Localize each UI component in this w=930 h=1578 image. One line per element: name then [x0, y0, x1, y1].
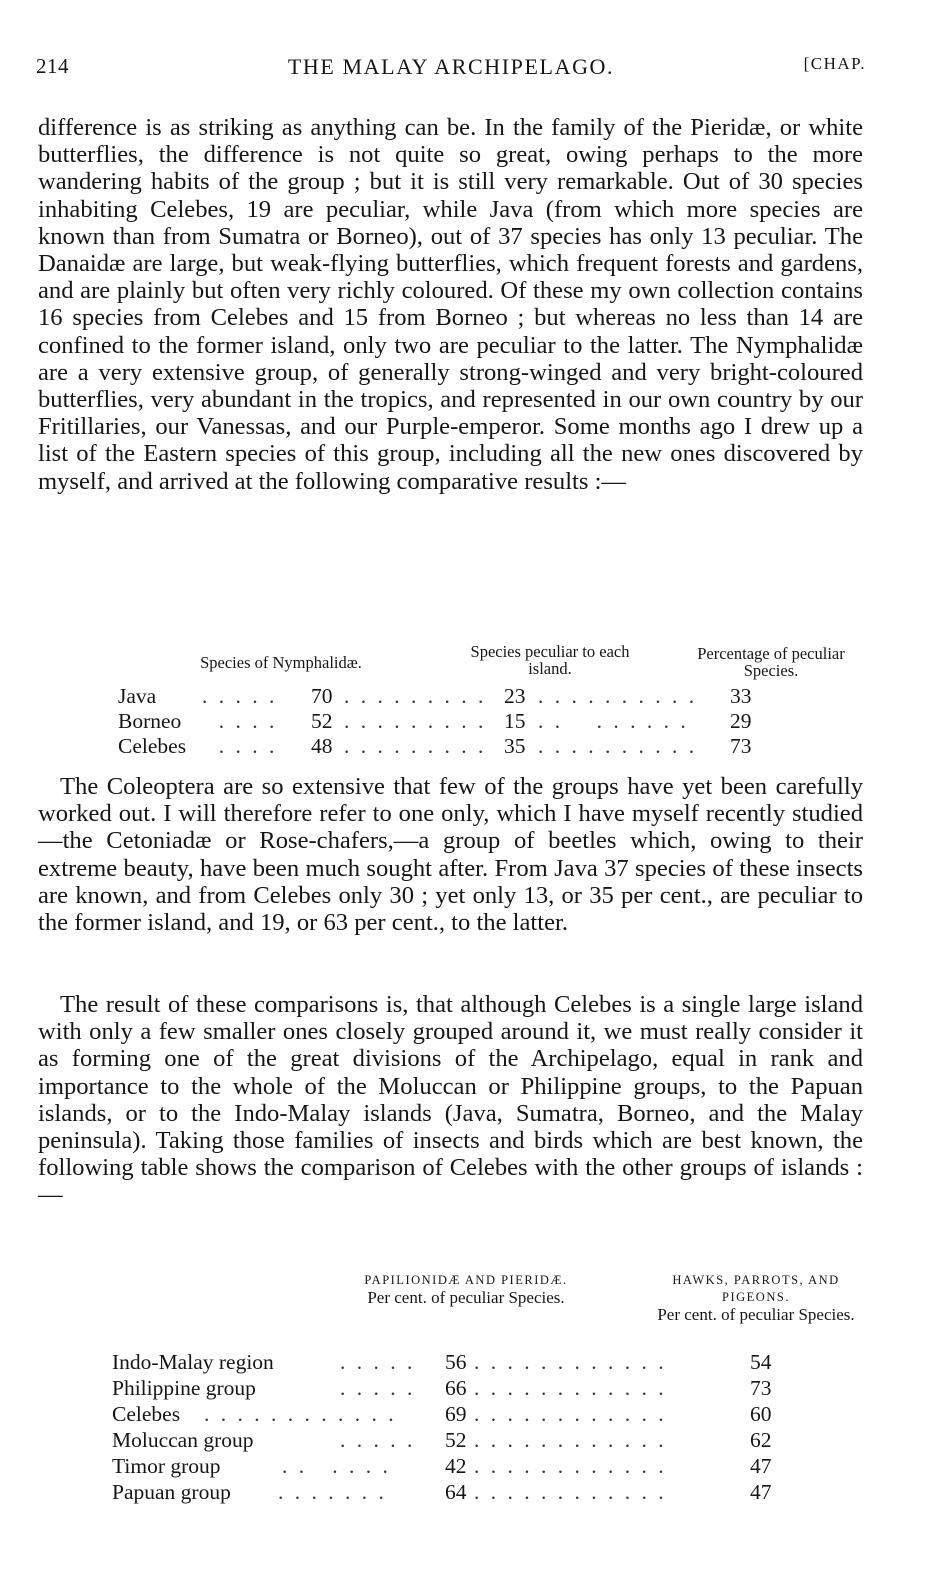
- table-row: Celebes . . . . 48 . . . . . . . . . 35 . . . . . . . . . . 73: [118, 734, 752, 758]
- column-header-papilionidae: [360, 1272, 572, 1307]
- column-title: HAWKS, PARROTS, AND PIGEONS.: [672, 1273, 840, 1304]
- column-header-species: Species of Nymphalidæ.: [200, 653, 362, 672]
- column-title: PAPILIONIDÆ AND PIERIDÆ.: [364, 1273, 568, 1287]
- running-title: THE MALAY ARCHIPELAGO.: [287, 54, 615, 79]
- papilionidae-value: 69: [445, 1402, 467, 1426]
- table-row: Borneo . . . . 52 . . . . . . . . . 15 . . . . . . . . 29: [118, 709, 752, 733]
- table-row: Java . . . . . 70 . . . . . . . . . 23 . . . . . . . . . . 33: [118, 684, 752, 708]
- row-label: Moluccan group: [112, 1428, 254, 1452]
- column-subtitle: Per cent. of peculiar Species.: [657, 1305, 855, 1324]
- page-header: [36, 54, 866, 84]
- table-row: Philippine group . . . . . 66 . . . . . . . . . . . . 73: [112, 1376, 772, 1400]
- species-count: 48: [311, 734, 333, 758]
- hawks-value: 47: [750, 1454, 772, 1478]
- row-label: Java: [118, 684, 157, 708]
- percentage-value: 29: [730, 709, 752, 733]
- row-label: Celebes: [118, 734, 187, 758]
- species-count: 70: [311, 684, 333, 708]
- percentage-value: 73: [730, 734, 752, 758]
- column-header-percentage: Percentage of peculiar Species.: [697, 644, 845, 680]
- papilionidae-value: 42: [445, 1454, 467, 1478]
- column-subtitle: Per cent. of peculiar Species.: [367, 1288, 565, 1307]
- species-count: 52: [311, 709, 333, 733]
- hawks-value: 54: [750, 1350, 772, 1374]
- row-label: Philippine group: [112, 1376, 256, 1400]
- papilionidae-value: 52: [445, 1428, 467, 1452]
- table-row: Moluccan group . . . . . 52 . . . . . . . . . . . . 62: [112, 1428, 772, 1452]
- hawks-value: 62: [750, 1428, 772, 1452]
- row-label: Celebes: [112, 1402, 181, 1426]
- percentage-value: 33: [730, 684, 752, 708]
- paragraph-comparison: The result of these comparisons is, that although Celebes is a single large island with only a few smaller ones closely grouped around it, we must really consider it as forming one of the great divisions of the Archipelago, equal in rank and importance to the whole of the Moluccan or Philippine groups, to the Papuan islands, or to the Indo-Malay islands (Java, Sumatra, Borneo, and the Malay peninsula). Taking those families of insects and birds which are best known, the following table shows the comparison of Celebes with the other groups of islands :—: [38, 991, 863, 1209]
- chapter-label: [CHAP.: [803, 54, 866, 73]
- column-header-peculiar: Species peculiar to each island.: [470, 642, 630, 678]
- papilionidae-value: 56: [445, 1350, 467, 1374]
- papilionidae-value: 64: [445, 1480, 467, 1504]
- peculiar-count: 23: [504, 684, 526, 708]
- page-number: 214: [36, 54, 69, 78]
- row-label: Papuan group: [112, 1480, 231, 1504]
- papilionidae-value: 66: [445, 1376, 467, 1400]
- paragraph-coleoptera: The Coleoptera are so extensive that few of the groups have yet been carefully worked out. I will therefore refer to one only, which I have myself recently studied—the Cetoniadæ or Rose-chafers,—a group of beetles which, owing to their extreme beauty, have been much sought after. From Java 37 species of these insects are known, and from Celebes only 30 ; yet only 13, or 35 per cent., are peculiar to the former island, and 19, or 63 per cent., to the latter.: [38, 773, 863, 937]
- peculiar-count: 15: [504, 709, 526, 733]
- column-header-hawks: [640, 1272, 872, 1324]
- row-label: Indo-Malay region: [112, 1350, 274, 1374]
- hawks-value: 47: [750, 1480, 772, 1504]
- hawks-value: 60: [750, 1402, 772, 1426]
- peculiar-count: 35: [504, 734, 526, 758]
- row-label: Borneo: [118, 709, 182, 733]
- table-row: Timor group . . . . . . 42 . . . . . . . . . . . . 47: [112, 1454, 772, 1478]
- hawks-value: 73: [750, 1376, 772, 1400]
- paragraph-butterflies: difference is as striking as anything can be. In the family of the Pieridæ, or white butterflies, the difference is not quite so great, owing perhaps to the more wandering habits of the group ; but it is still very remarkable. Out of 30 species inhabiting Celebes, 19 are peculiar, while Java (from which more species are known than from Sumatra or Borneo), out of 37 species has only 13 peculiar. The Danaidæ are large, but weak-flying butterflies, which frequent forests and gardens, and are plainly but often very richly coloured. Of these my own collection contains 16 species from Celebes and 15 from Borneo ; but whereas no less than 14 are confined to the former island, only two are peculiar to the latter. The Nymphalidæ are a very extensive group, of generally strong-winged and very bright-coloured butterflies, very abundant in the tropics, and represented in our own country by our Fritillaries, our Vanessas, and our Purple-emperor. Some months ago I drew up a list of the Eastern species of this group, including all the new ones discovered by myself, and arrived at the following comparative results :—: [38, 114, 863, 495]
- table-row: Indo-Malay region . . . . . 56 . . . . . . . . . . . . 54: [112, 1350, 772, 1374]
- table-row: Celebes . . . . . . . . . . . . 69 . . . . . . . . . . . . 60: [112, 1402, 772, 1426]
- row-label: Timor group: [112, 1454, 221, 1478]
- table-row: Papuan group . . . . . . . 64 . . . . . . . . . . . . 47: [112, 1480, 772, 1504]
